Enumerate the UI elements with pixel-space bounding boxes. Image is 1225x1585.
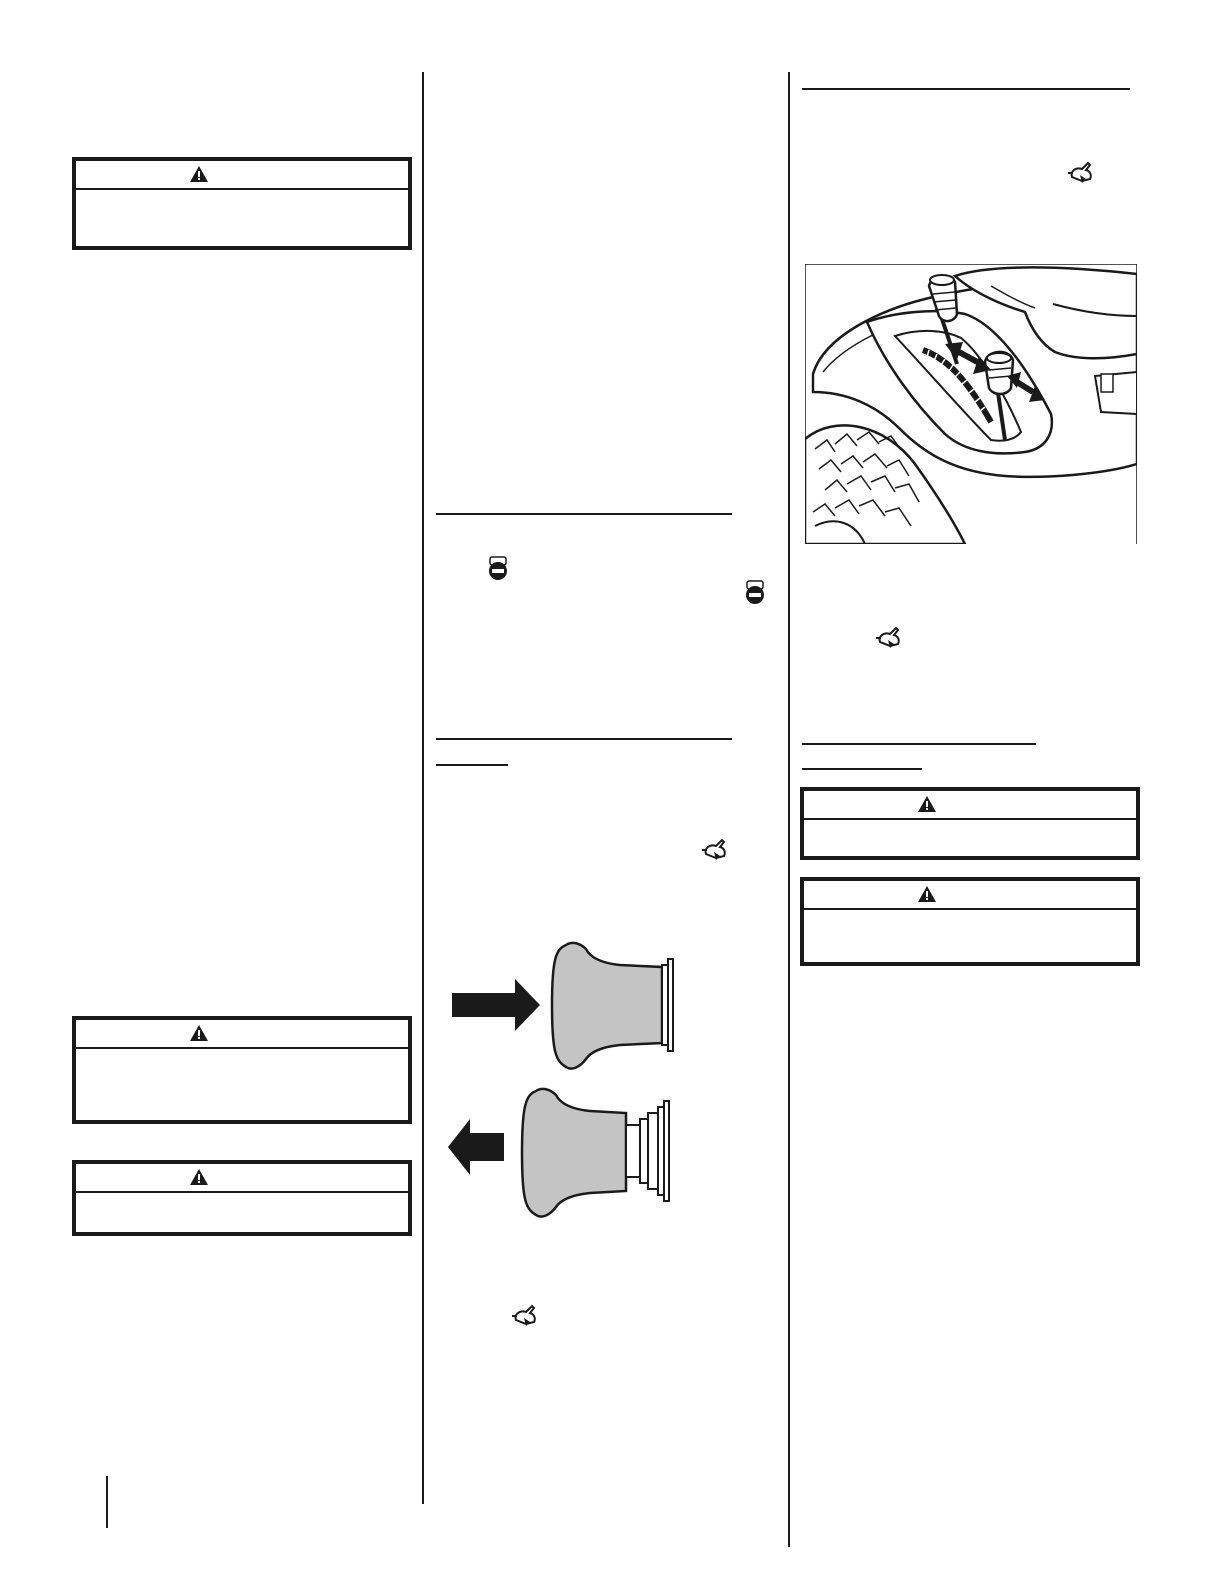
- section-rule: [802, 88, 1130, 90]
- section-rule-short: [436, 764, 508, 766]
- warning-triangle-icon: [918, 796, 936, 812]
- warning-header: [76, 1020, 408, 1049]
- stop-sign-icon: [485, 556, 511, 582]
- section-rule: [436, 738, 732, 740]
- stop-sign-icon: [742, 580, 768, 606]
- warning-header: [76, 1164, 408, 1193]
- warning-box-3: [72, 1160, 412, 1236]
- page-number-rule: [106, 1476, 108, 1528]
- rabbit-fast-icon: [510, 1300, 540, 1328]
- section-rule: [802, 743, 1036, 745]
- column-divider-right: [788, 72, 790, 1547]
- throttle-lever-illustration: [805, 264, 1137, 544]
- warning-triangle-icon: [190, 1169, 208, 1185]
- rabbit-fast-icon: [874, 622, 904, 650]
- section-rule-short: [802, 768, 922, 770]
- warning-header: [804, 791, 1136, 820]
- warning-header: [804, 881, 1136, 910]
- warning-box-5: [800, 877, 1140, 966]
- warning-header: [76, 161, 408, 190]
- warning-triangle-icon: [190, 166, 208, 182]
- arrow-left-icon: [448, 1119, 504, 1175]
- arrow-right-icon: [452, 979, 540, 1031]
- warning-box-2: [72, 1016, 412, 1124]
- column-divider-left: [422, 72, 424, 1504]
- rabbit-fast-icon: [1066, 157, 1096, 185]
- section-rule: [436, 513, 732, 515]
- control-knob-push-pull-illustration: [440, 935, 690, 1225]
- warning-triangle-icon: [918, 886, 936, 902]
- warning-triangle-icon: [190, 1025, 208, 1041]
- warning-box-1: [72, 157, 412, 250]
- rabbit-fast-icon: [700, 834, 730, 862]
- warning-box-4: [800, 787, 1140, 860]
